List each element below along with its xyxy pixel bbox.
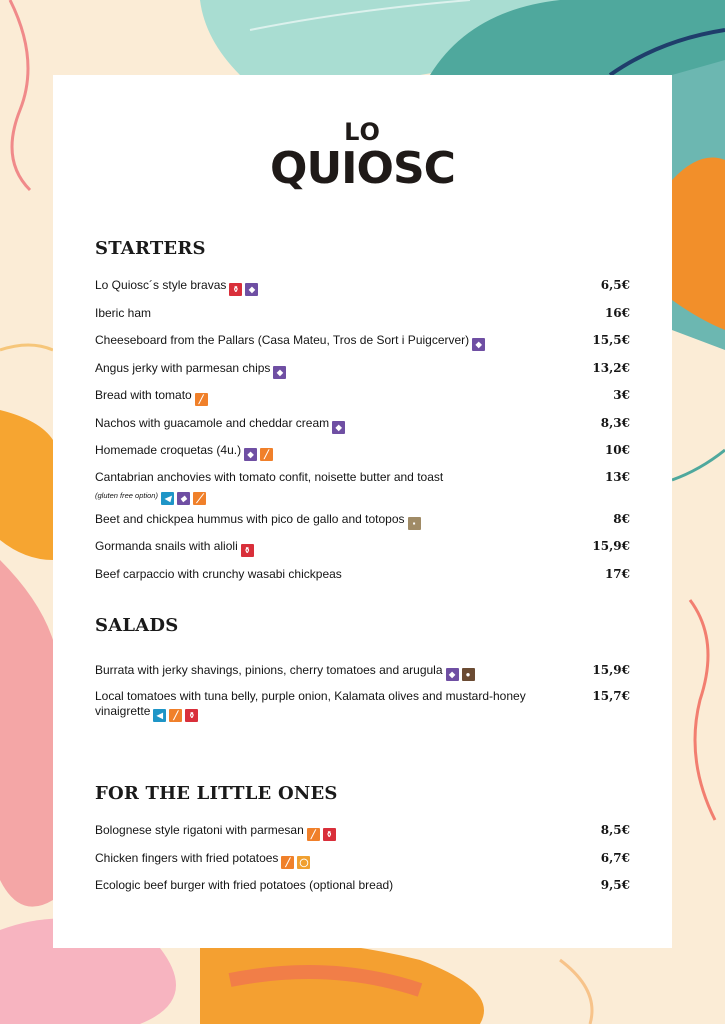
menu-item [95,512,630,530]
menu-item-name: Bread with tomato [95,388,192,402]
sesame-icon: ▪ [408,517,421,530]
menu-item [95,539,630,557]
menu-item [95,443,630,461]
section-title: SALADS [95,615,179,636]
gluten-icon: ╱ [307,828,320,841]
section-title: STARTERS [95,238,206,259]
menu-item-price: 17€ [604,567,630,581]
menu-item [95,333,630,351]
logo-line1: LO [344,118,381,146]
menu-item [95,278,630,296]
gluten-icon: ╱ [169,709,182,722]
menu-item-name: Iberic ham [95,306,152,320]
alcohol-icon: ⚱ [323,828,336,841]
menu-item-price: 16€ [604,306,630,320]
menu-item-name: Angus jerky with parmesan chips [95,361,271,375]
menu-item-price: 8€ [613,512,630,526]
menu-item [95,306,630,321]
menu-item-name: Lo Quiosc´s style bravas [95,278,227,292]
dairy-icon: ◆ [446,668,459,681]
menu-item-name: Bolognese style rigatoni with parmesan [95,823,304,837]
menu-item-note: (gluten free option) ◀ ◆ ╱ [95,488,630,505]
gluten-icon: ╱ [260,448,273,461]
menu-item-name: Ecologic beef burger with fried potatoes (optional bread) [95,878,394,892]
gluten-icon: ╱ [193,492,206,505]
restaurant-logo [53,119,672,193]
menu-item-name: Gormanda snails with alioli [95,539,238,553]
menu-item-price: 6,5€ [600,278,630,292]
gluten-icon: ╱ [281,856,294,869]
dairy-icon: ◆ [472,338,485,351]
gluten-icon: ╱ [195,393,208,406]
fish-icon: ◀ [161,492,174,505]
menu-item-name: Chicken fingers with fried potatoes [95,851,279,865]
dairy-icon: ◆ [273,366,286,379]
alcohol-icon: ⚱ [241,544,254,557]
alcohol-icon: ⚱ [229,283,242,296]
menu-item-price: 15,5€ [592,333,630,347]
nuts-icon: ● [462,668,475,681]
menu-item-price: 15,9€ [592,539,630,553]
section-title: FOR THE LITTLE ONES [95,783,338,804]
menu-item-price: 9,5€ [600,878,630,892]
logo-line2: QUIOSC [270,143,455,194]
menu-item [95,416,630,434]
menu-item [95,388,630,406]
menu-item [95,567,630,582]
menu-item-price: 8,5€ [600,823,630,837]
menu-item [95,470,630,505]
dairy-icon: ◆ [244,448,257,461]
menu-item [95,689,630,722]
menu-item-price: 3€ [613,388,630,402]
menu-item-price: 13,2€ [592,361,630,375]
fish-icon: ◀ [153,709,166,722]
menu-item-name: Homemade croquetas (4u.) [95,443,242,457]
menu-item [95,823,630,841]
menu-item-name: Beef carpaccio with crunchy wasabi chickpeas [95,567,342,581]
menu-item-name: Cantabrian anchovies with tomato confit, noisette butter and toast [95,470,444,484]
menu-item [95,851,630,869]
egg-icon: ◯ [297,856,310,869]
menu-item-name: Cheeseboard from the Pallars (Casa Mateu, Tros de Sort i Puigcerver) [95,333,470,347]
menu-item-name: Nachos with guacamole and cheddar cream [95,416,330,430]
menu-item-price: 15,7€ [592,689,630,703]
alcohol-icon: ⚱ [185,709,198,722]
dairy-icon: ◆ [177,492,190,505]
menu-card [53,75,672,948]
menu-item-name: Burrata with jerky shavings, pinions, cherry tomatoes and arugula [95,663,443,677]
menu-item-name: Beet and chickpea hummus with pico de gallo and totopos [95,512,405,526]
menu-item-price: 15,9€ [592,663,630,677]
menu-item-name: Local tomatoes with tuna belly, purple onion, Kalamata olives and mustard-honey vinaigrette [95,689,526,718]
menu-item-price: 6,7€ [600,851,630,865]
menu-item-price: 10€ [604,443,630,457]
dairy-icon: ◆ [332,421,345,434]
menu-item-price: 8,3€ [600,416,630,430]
menu-item [95,361,630,379]
menu-item-price: 13€ [604,470,630,484]
menu-item [95,878,630,893]
menu-item [95,663,630,681]
dairy-icon: ◆ [245,283,258,296]
